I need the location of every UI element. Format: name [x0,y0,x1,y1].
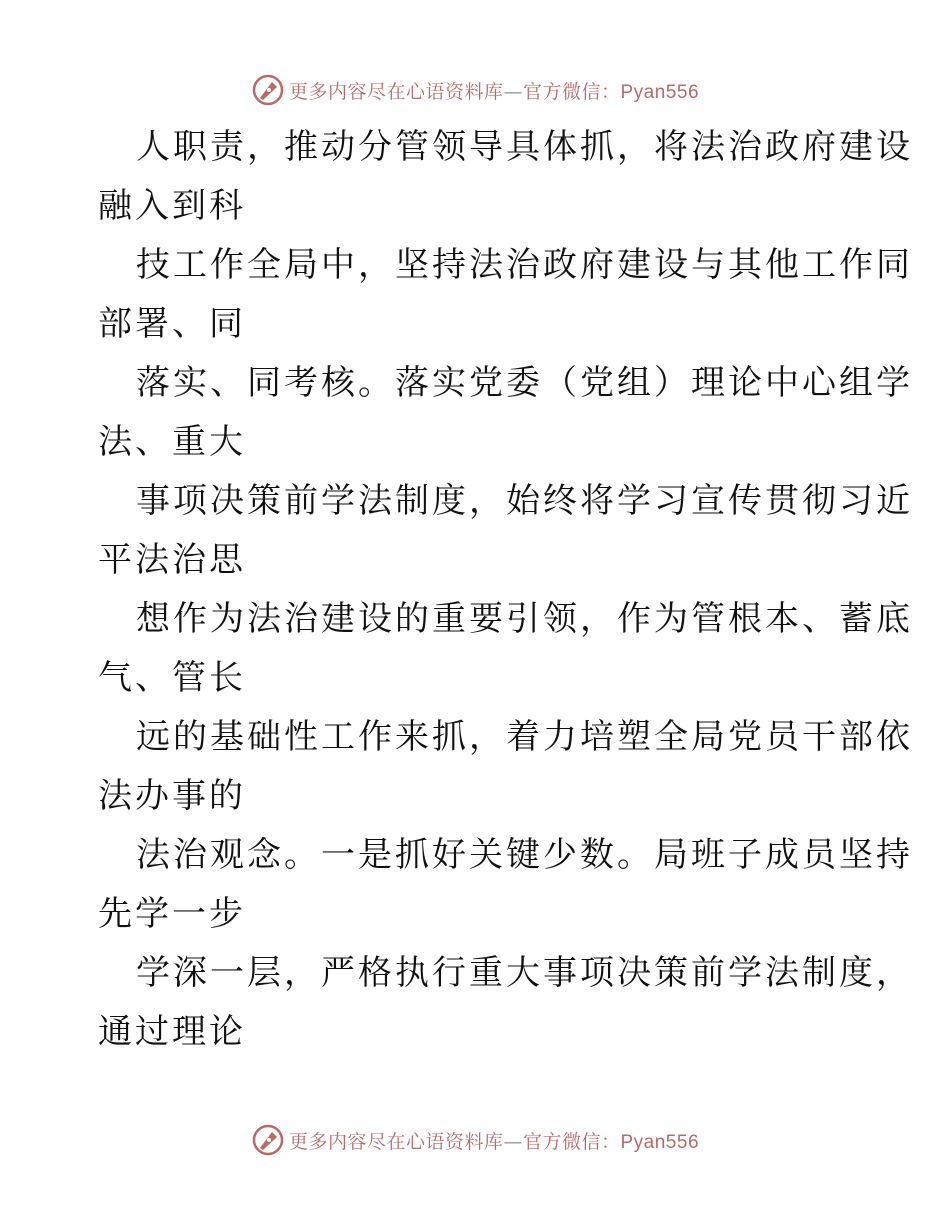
document-body [98,118,913,1062]
paragraph-line: 法治观念。一是抓好关键少数。局班子成员坚持 [136,835,913,875]
paragraph-8 [98,944,913,1062]
paragraph-3 [98,354,913,472]
paragraph-4 [98,472,913,590]
paragraph-line: 远的基础性工作来抓，着力培塑全局党员干部依 [136,717,913,757]
watermark-dash: — [503,1130,523,1153]
paragraph-line: 法办事的 [98,776,246,816]
watermark-wechat-label: 官方微信： [522,80,621,103]
paragraph-line: 气、管长 [98,658,246,698]
paragraph-6 [98,708,913,826]
paragraph-line: 人职责，推动分管领导具体抓，将法治政府建设 [136,127,913,167]
paragraph-line: 平法治思 [98,540,246,580]
paragraph-line: 先学一步 [98,894,246,934]
footer-watermark [0,1120,950,1160]
watermark-wechat-id: Pyan556 [620,81,700,103]
watermark-wechat-id: Pyan556 [620,1131,700,1153]
paragraph-line: 想作为法治建设的重要引领，作为管根本、蓄底 [136,599,913,639]
watermark-site-name: 更多内容尽在心语资料库 [288,80,504,103]
paragraph-1 [98,118,913,236]
pen-nib-circle-icon [251,1123,285,1157]
paragraph-line: 融入到科 [98,186,246,226]
paragraph-line: 技工作全局中，坚持法治政府建设与其他工作同 [136,245,913,285]
paragraph-line: 学深一层，严格执行重大事项决策前学法制度， [136,953,913,993]
watermark-text [289,77,699,104]
watermark-site-name: 更多内容尽在心语资料库 [288,1130,504,1153]
pen-nib-circle-icon [251,73,285,107]
paragraph-line: 落实、同考核。落实党委（党组）理论中心组学 [136,363,913,403]
watermark-text [289,1127,699,1154]
paragraph-line: 法、重大 [98,422,246,462]
paragraph-7 [98,826,913,944]
header-watermark [0,70,950,110]
paragraph-2 [98,236,913,354]
paragraph-line: 部署、同 [98,304,246,344]
paragraph-line: 通过理论 [98,1012,246,1052]
paragraph-5 [98,590,913,708]
paragraph-line: 事项决策前学法制度，始终将学习宣传贯彻习近 [136,481,913,521]
watermark-wechat-label: 官方微信： [522,1130,621,1153]
watermark-dash: — [503,80,523,103]
